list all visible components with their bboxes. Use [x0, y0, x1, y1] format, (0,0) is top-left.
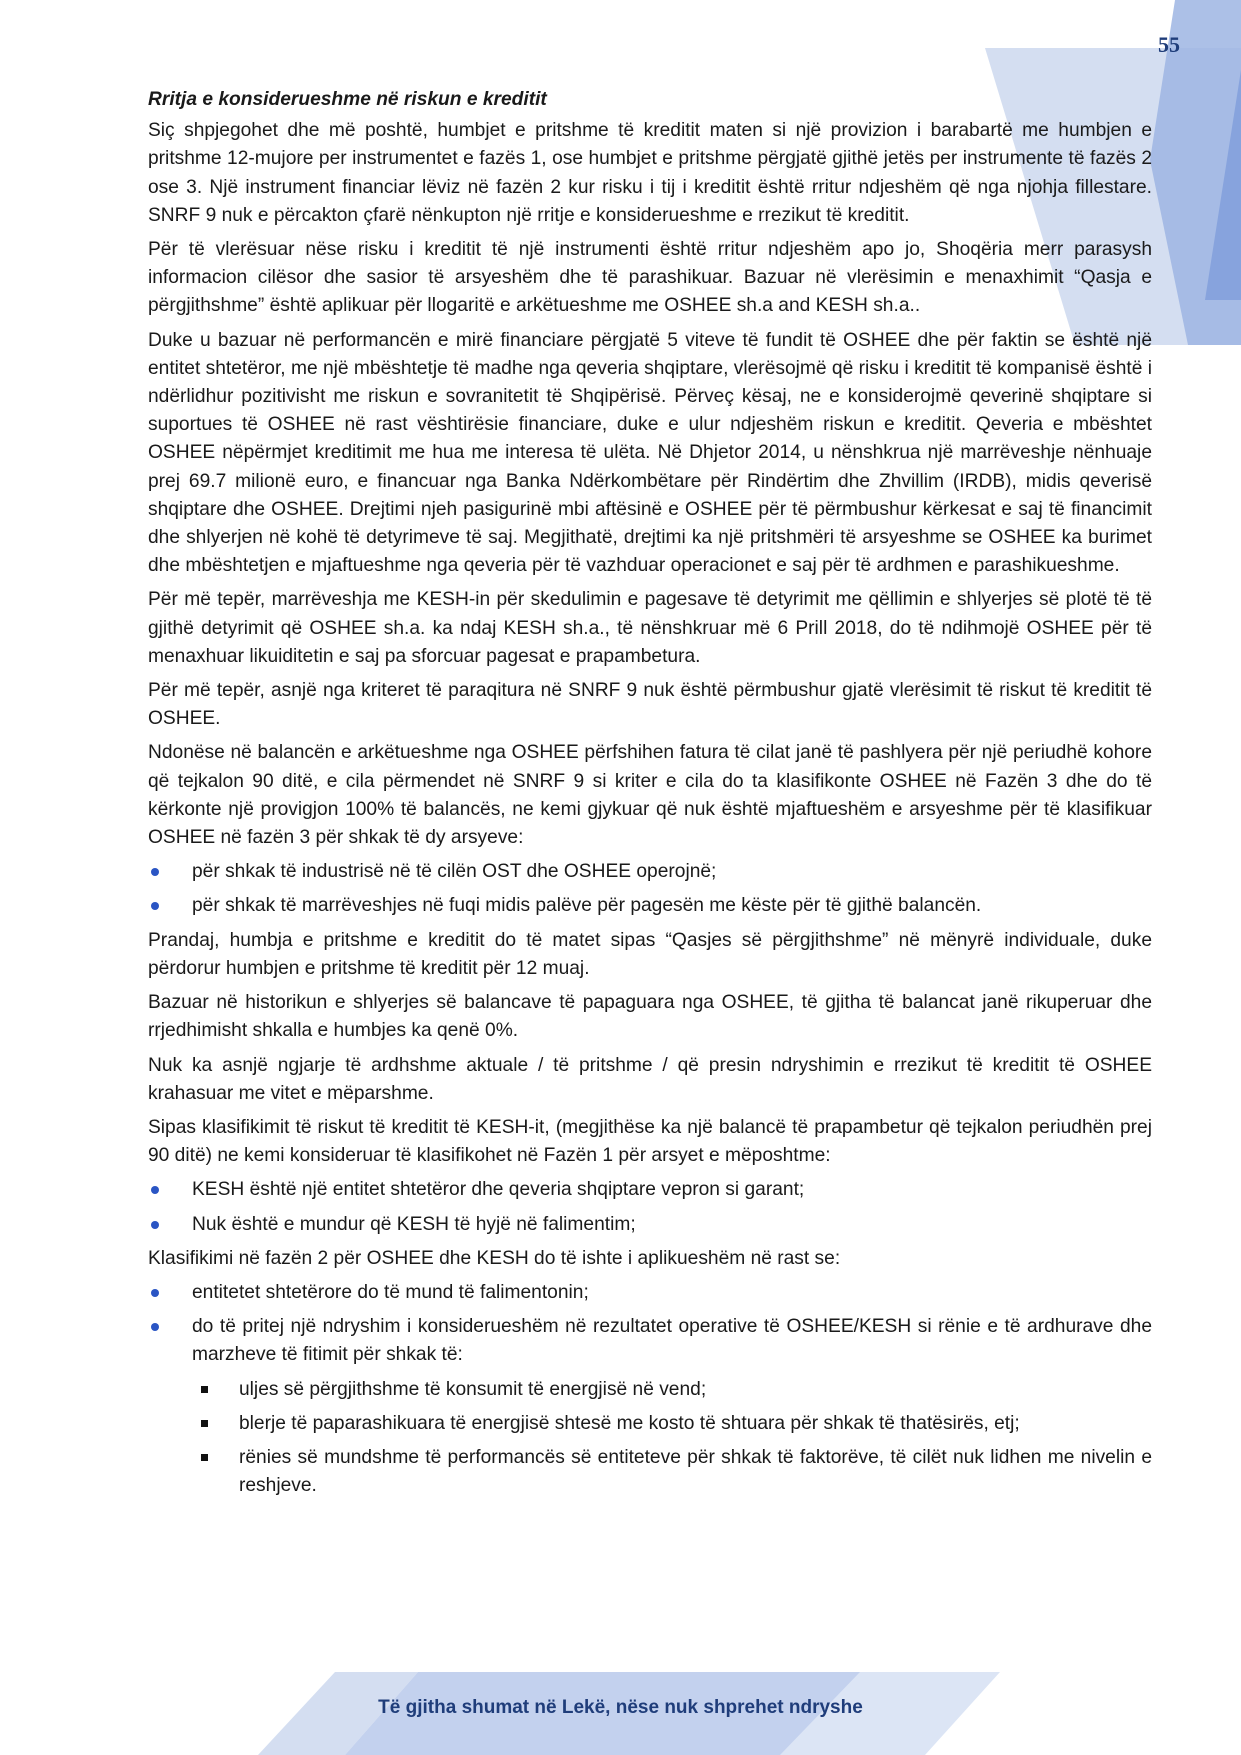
bullet-icon: [151, 1186, 159, 1194]
paragraph: Për të vlerësuar nëse risku i kreditit të një instrumenti është rritur ndjeshëm apo jo, Shoqëria merr parasysh informacion cilësor dhe sasior të arsyeshëm dhe të parashikuar. Bazuar në vlerësimin e menaxhimit “Qasja e përgjithshme” është aplikuar për llogaritë e arkëtueshme me OSHEE sh.a and KESH sh.a..: [148, 239, 1152, 317]
bullet-icon: [151, 1323, 159, 1331]
paragraph: Sipas klasifikimit të riskut të kreditit të KESH-it, (megjithëse ka një balancë të prapambetur që tejkalon periudhën prej 90 ditë) ne kemi konsideruar të klasifikohet në Fazën 1 për arsyet e mëposhtme:: [148, 1116, 1152, 1167]
list-item: [148, 892, 1152, 920]
bullet-icon: [151, 1221, 159, 1229]
paragraph: Klasifikimi në fazën 2 për OSHEE dhe KESH do të ishte i aplikueshëm në rast se:: [148, 1247, 841, 1269]
paragraph: Bazuar në historikun e shlyerjes së balancave të papaguara nga OSHEE, të gjitha të balancat janë rikuperuar dhe rrjedhimisht shkalla e humbjes ka qenë 0%.: [148, 992, 1152, 1042]
square-bullet-icon: [201, 1454, 208, 1461]
bullet-icon: [151, 1289, 159, 1297]
paragraph: Për më tepër, marrëveshja me KESH-in për skedulimin e pagesave të detyrimit me qëllimin e shlyerjes së plotë të të gjithë detyrimit që OSHEE sh.a. ka ndaj KESH sh.a., të nënshkruar më 6 Prill 2018, do të ndihmojë OSHEE për të menaxhuar likuiditetin e saj pa sforcuar pagesat e prapambetura.: [148, 589, 1152, 667]
sub-list-item-text: blerje të paparashikuara të energjisë shtesë me kosto të shtuara për shkak të thatësirës, etj;: [239, 1412, 1020, 1434]
list-item: [148, 1211, 1152, 1239]
paragraph: Siç shpjegohet dhe më poshtë, humbjet e pritshme të kreditit maten si një provizion i barabartë me humbjen e pritshme 12-mujore per instrumentet e fazës 1, ose humbjet e pritshme përgjatë gjithë jetës per instrumente të fazës 2 ose 3. Një instrument financiar lëviz në fazën 2 kur risku i tij i kreditit është rritur ndjeshëm që nga njohja fillestare. SNRF 9 nuk e përcakton çfarë nënkupton një rritje e konsiderueshme e rrezikut të kreditit.: [148, 120, 1152, 226]
list-item-text: KESH është një entitet shtetëror dhe qeveria shqiptare vepron si garant;: [192, 1179, 805, 1201]
square-bullet-icon: [201, 1420, 208, 1427]
paragraph: Ndonëse në balancën e arkëtueshme nga OSHEE përfshihen fatura të cilat janë të pashlyera për një periudhë kohore që tejkalon 90 ditë, e cila përmendet në SNRF 9 si kriter e cila do ta klasifikonte OSHEE në Fazën 3 dhe do të kërkonte një provigjon 100% të balancës, ne kemi gjykuar që nuk është mjaftueshëm e arsyeshme për të klasifikuar OSHEE në fazën 3 për shkak të dy arsyeve:: [148, 742, 1152, 849]
bullet-icon: [151, 868, 159, 876]
page-footer: Të gjitha shumat në Lekë, nëse nuk shprehet ndryshe: [378, 1697, 863, 1718]
paragraph: Duke u bazuar në performancën e mirë financiare përgjatë 5 viteve të fundit të OSHEE dhe për faktin se është një entitet shtetëror, me një mbështetje të madhe nga qeveria shqiptare, vlerësojmë që risku i kreditit të kompanisë është i ndërlidhur pozitivisht me riskun e sovranitetit të Shqipërisë. Përveç kësaj, ne e konsiderojmë qeverinë shqiptare si suportues të OSHEE në rast vështirësie financiare, duke e ulur ndjeshëm riskun e kreditit. Qeveria e mbështet OSHEE nëpërmjet kreditimit me hua me interesa të ulëta. Në Dhjetor 2014, u nënshkrua një marrëveshje nënhuaje prej 69.7 milionë euro, e financuar nga Banka Ndërkombëtare për Rindërtim dhe Zhvillim (IRDB), midis qeverisë shqiptare dhe OSHEE. Drejtimi njeh pasigurinë mbi aftësinë e OSHEE për të përmbushur kërkesat e saj të financimit dhe shlyerjen në kohë të detyrimeve të saj. Megjithatë, drejtimi ka një pritshmëri të arsyeshme se OSHEE ka burimet dhe mbështetjen e mjaftueshme nga qeveria për të vazhduar operacionet e saj për të ardhmen e parashikueshme.: [148, 329, 1152, 577]
sub-list-item-text: rënies së mundshme të performancës së entiteteve për shkak të faktorëve, të cilët nuk lidhen me nivelin e reshjeve.: [239, 1446, 1152, 1497]
list-item: [148, 1279, 1152, 1307]
document-body: [148, 86, 1152, 1506]
paragraph: Nuk ka asnjë ngjarje të ardhshme aktuale / të pritshme / që presin ndryshimin e rrezikut të kreditit të OSHEE krahasuar me vitet e mëparshme.: [148, 1054, 1152, 1104]
list-item: [148, 1313, 1152, 1500]
sub-list: [192, 1376, 1152, 1501]
list-item-text: Nuk është e mundur që KESH të hyjë në falimentim;: [192, 1213, 636, 1235]
kesh-reasons-list: [148, 1176, 1152, 1238]
bullet-icon: [151, 902, 159, 910]
list-item: [148, 858, 1152, 886]
section-heading: Rritja e konsiderueshme në riskun e kreditit: [148, 89, 547, 110]
reasons-list: [148, 858, 1152, 920]
list-item-text: për shkak të marrëveshjes në fuqi midis palëve për pagesën me këste për të gjithë balancën.: [192, 895, 982, 917]
list-item-text: do të pritej një ndryshim i konsiderueshëm në rezultatet operative të OSHEE/KESH si rënie e të ardhurave dhe marzheve të fitimit për shkak të:: [192, 1316, 1152, 1366]
paragraph: Për më tepër, asnjë nga kriteret të paraqitura në SNRF 9 nuk është përmbushur gjatë vlerësimit të riskut të kreditit të OSHEE.: [148, 680, 1152, 730]
sub-list-item: [192, 1410, 1152, 1438]
phase2-conditions-list: [148, 1279, 1152, 1500]
list-item: [148, 1176, 1152, 1204]
sub-list-item: [192, 1376, 1152, 1404]
square-bullet-icon: [201, 1386, 208, 1393]
page-number: 55: [1158, 32, 1180, 57]
sub-list-item-text: uljes së përgjithshme të konsumit të energjisë në vend;: [239, 1378, 707, 1400]
paragraph: Prandaj, humbja e pritshme e kreditit do të matet sipas “Qasjes së përgjithshme” në mënyrë individuale, duke përdorur humbjen e pritshme të kreditit për 12 muaj.: [148, 929, 1152, 979]
list-item-text: entitetet shtetërore do të mund të falimentonin;: [192, 1281, 589, 1303]
sub-list-item: [192, 1444, 1152, 1500]
list-item-text: për shkak të industrisë në të cilën OST dhe OSHEE operojnë;: [192, 861, 717, 883]
